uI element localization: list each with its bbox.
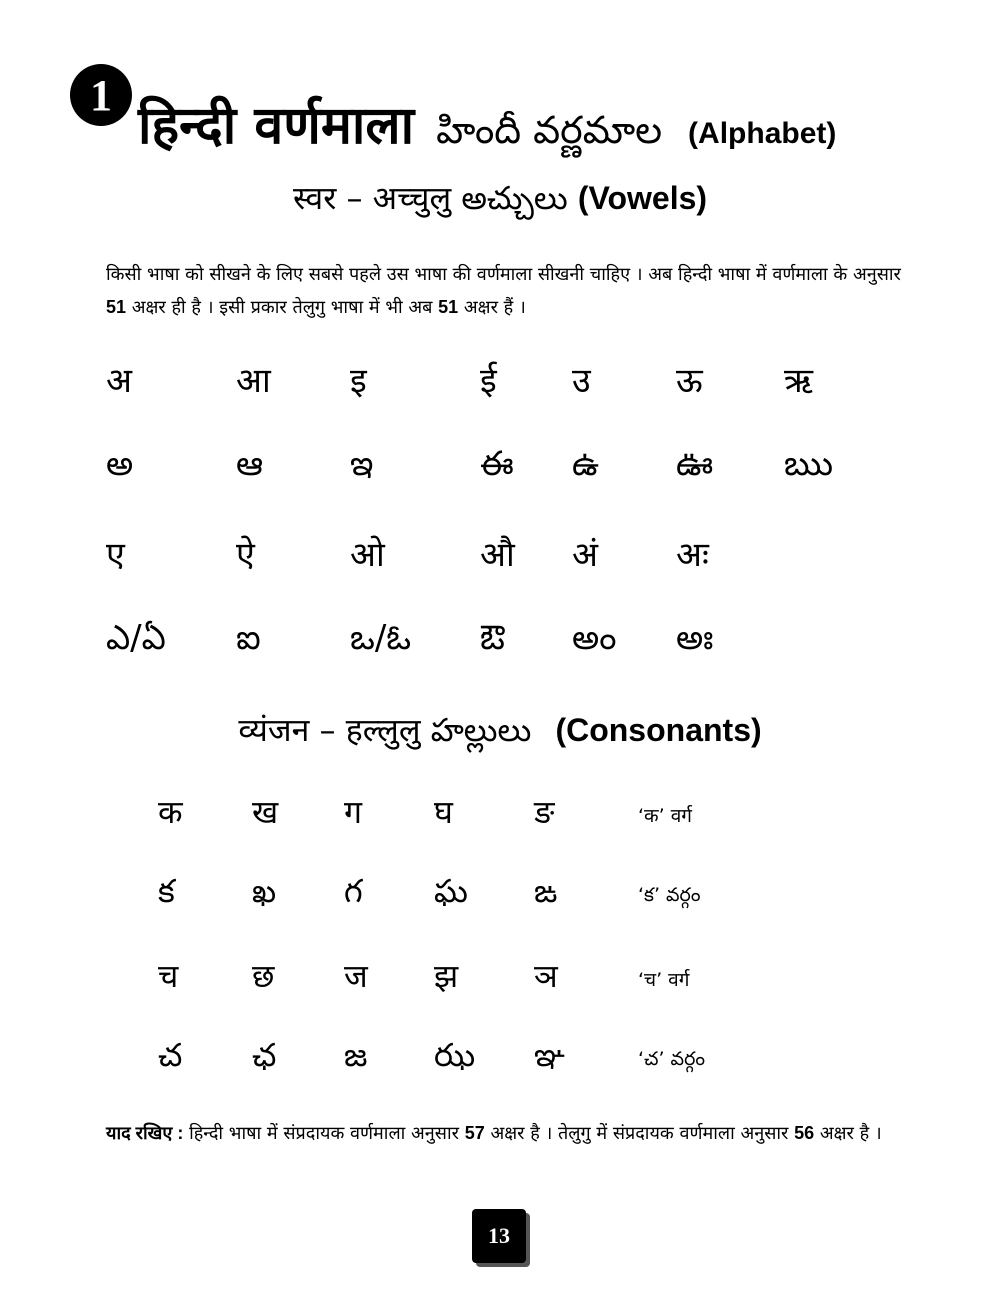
vowel-letter: उ <box>572 361 591 401</box>
varga-label: ‘क’ वर्ग <box>638 805 692 827</box>
consonants-heading <box>0 708 1000 757</box>
title-hindi: हिन्दी वर्णमाला <box>138 96 415 156</box>
consonant-letter: ఘ <box>434 872 468 910</box>
note-text-1: हिन्दी भाषा में संप्रदायक वर्णमाला अनुसार <box>183 1123 465 1144</box>
vowel-letter: అం <box>572 618 617 658</box>
consonant-letter: ఖ <box>252 872 277 910</box>
vowel-letter: ఒ/ఓ <box>350 618 412 658</box>
vowel-letter: ఔ <box>480 618 505 658</box>
consonant-letter: ङ <box>534 793 555 831</box>
vowel-letter: ए <box>106 535 125 575</box>
consonant-letter: గ <box>344 872 363 910</box>
vowel-letter: अः <box>676 535 709 575</box>
vowel-letter: ई <box>480 361 497 401</box>
consonants-heading-english: (Consonants) <box>555 712 762 748</box>
vowel-letter: అ <box>106 444 134 484</box>
vowels-heading-hindi: स्वर – अच्चुलु <box>292 179 452 217</box>
vowel-letter: ఊ <box>676 444 714 484</box>
varga-label: ‘च’ वर्ग <box>638 969 690 991</box>
consonant-letter: छ <box>252 957 275 995</box>
vowel-letter: అః <box>676 618 714 658</box>
page-number: 13 <box>472 1209 526 1263</box>
note-number-2: 56 <box>794 1123 815 1143</box>
vowel-letter: अ <box>106 361 132 401</box>
consonant-letter: ఞ <box>534 1036 566 1074</box>
vowels-heading-telugu: అచ్చులు <box>461 179 568 217</box>
vowel-letter: ఐ <box>236 618 261 658</box>
consonant-letter: ख <box>252 793 279 831</box>
consonant-letter: క <box>158 872 175 910</box>
remember-note <box>106 1116 906 1151</box>
vowel-letter: इ <box>350 361 367 401</box>
consonant-letter: क <box>158 793 183 831</box>
title-telugu: హిందీ వర్ణమాల <box>436 108 663 152</box>
note-label: याद रखिए : <box>106 1123 184 1143</box>
intro-text-2: अक्षर ही है । इसी प्रकार तेलुगु भाषा में भी अब <box>126 297 439 318</box>
title-english: (Alphabet) <box>688 117 837 150</box>
varga-label: ‘చ’ వర్గం <box>638 1048 705 1070</box>
consonants-heading-telugu: హల్లులు <box>430 711 532 749</box>
note-number-1: 57 <box>464 1123 485 1143</box>
vowel-letter: ఆ <box>236 444 264 484</box>
vowel-letter: आ <box>236 361 271 401</box>
consonants-heading-hindi: व्यंजन – हल्लुलु <box>238 711 421 749</box>
consonant-letter: ఙ <box>534 872 558 910</box>
consonant-letter: ग <box>344 793 363 831</box>
vowels-heading <box>0 176 1000 225</box>
vowel-letter: ఋ <box>784 444 834 484</box>
vowel-letter: औ <box>480 535 515 575</box>
consonant-letter: झ <box>434 957 459 995</box>
vowel-letter: ఇ <box>350 444 374 484</box>
vowel-letter: अं <box>572 535 598 575</box>
intro-number-2: 51 <box>438 297 459 317</box>
intro-paragraph <box>106 258 906 324</box>
vowels-heading-english: (Vowels) <box>577 180 708 216</box>
vowel-letter: ఈ <box>480 444 514 484</box>
consonant-letter: జ <box>344 1036 368 1074</box>
consonant-letter: ञ <box>534 957 558 995</box>
page-title <box>138 88 836 162</box>
consonant-letter: ఛ <box>252 1036 277 1074</box>
consonant-letter: ज <box>344 957 368 995</box>
varga-label: ‘క’ వర్గం <box>638 884 701 906</box>
section-number-badge: 1 <box>70 64 132 126</box>
vowel-letter: ऋ <box>784 361 814 401</box>
note-text-2: अक्षर है । तेलुगु में संप्रदायक वर्णमाला अनुसार <box>484 1123 795 1144</box>
vowel-letter: ఎ/ఏ <box>106 618 166 658</box>
intro-text-1: किसी भाषा को सीखने के लिए सबसे पहले उस भाषा की वर्णमाला सीखनी चाहिए । अब हिन्दी भाषा में वर्णमाला के अनुसार <box>106 264 901 285</box>
intro-text-3: अक्षर हैं । <box>458 297 526 318</box>
note-text-3: अक्षर है । <box>814 1123 882 1144</box>
vowel-letter: ఉ <box>572 444 600 484</box>
vowel-letter: ऐ <box>236 535 255 575</box>
vowel-letter: ओ <box>350 535 385 575</box>
consonant-letter: ఝ <box>434 1036 476 1074</box>
consonant-letter: घ <box>434 793 453 831</box>
intro-number-1: 51 <box>106 297 127 317</box>
consonant-letter: च <box>158 957 179 995</box>
vowel-letter: ऊ <box>676 361 703 401</box>
consonant-letter: చ <box>158 1036 183 1074</box>
